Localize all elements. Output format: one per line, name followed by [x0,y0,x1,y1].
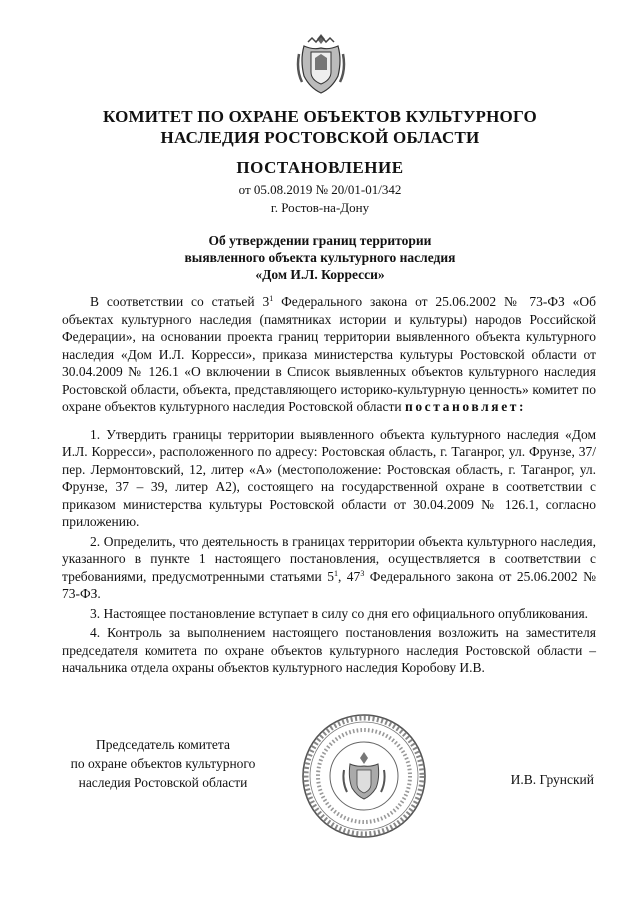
title-line-1: Об утверждении границ территории [208,233,432,248]
item-2-text-a: 2. Определить, что деятельность в границах территории объекта культурного наследия, указанного в пункте 1 настоящего постановления, осуществляется в соответствии с требованиями, предусмотренными статьями 5 [62,533,596,584]
document-type: ПОСТАНОВЛЕНИЕ [236,158,404,177]
decree-word: постановляет: [404,399,527,414]
title-line-2: выявленного объекта культурного наследия [184,250,456,265]
item-2-text-b: , 47 [337,568,361,584]
coat-of-arms-icon [296,30,346,96]
org-line-1: КОМИТЕТ ПО ОХРАНЕ ОБЪЕКТОВ КУЛЬТУРНОГО [103,107,537,126]
position-line-3: наследия Ростовской области [78,775,248,790]
item-2 [62,533,596,603]
item-2-text-c: Федерального закона от 25.06.2002 № 73-ФЗ. [62,568,596,601]
signatory-position [48,735,278,792]
title-line-3: «Дом И.Л. Корресси» [255,267,385,282]
organization-name [0,106,640,148]
city: г. Ростов-на-Дону [270,200,370,215]
org-line-2: НАСЛЕДИЯ РОСТОВСКОЙ ОБЛАСТИ [160,128,480,147]
item-3: 3. Настоящее постановление вступает в силу со дня его официального опубликования. [90,605,589,621]
position-line-2: по охране объектов культурного [70,756,256,771]
preamble-superscript: 1 [269,294,274,303]
document-title [0,232,640,283]
document-body [62,293,596,677]
item-2-sup-1: 1 [333,568,338,578]
item-1: 1. Утвердить границы территории выявленного объекта культурного наследия «Дом И.Л. Корресси», расположенного по адресу: Ростовская область, г. Таганрог, ул. Фрунзе, 37/ пер. Лермонтовский, 12, литер «А» (местоположение: Ростовская область, г. Таганрог, ул. Фрунзе, 37 – 39, литер А2), состоящего на государственной охране в соответствии с приказом министерства культуры Ростовской области от 30.04.2009 № 126.1, согласно приложению. [62,426,596,529]
signatory-name: И.В. Грунский [510,772,594,787]
date-number: от 05.08.2019 № 20/01-01/342 [238,182,402,197]
item-2-sup-2: 3 [360,568,365,578]
official-seal-icon [300,712,428,840]
preamble-text-a: В соответствии со статьей 3 [90,294,270,309]
preamble-text-b: Федерального закона от 25.06.2002 № 73-ФЗ «Об объектах культурного наследия (памятниках истории и культуры) народов Российской Федерации», на основании проекта границ территории выявленного объекта культурного наследия «Дом И.Л. Корресси», приказа министерства культуры Ростовской области от 30.04.2009 № 126.1 «О включении в Список выявленных объектов культурного наследия Ростовской области, объекта, представляющего историко-культурную ценность» комитет по охране объектов культурного наследия Ростовской области [62,294,596,414]
item-4: 4. Контроль за выполнением настоящего постановления возложить на заместителя председателя комитета по охране объектов культурного наследия Ростовской области – начальника отдела охраны объектов культурного наследия Коробову И.В. [62,625,596,675]
preamble-paragraph [62,293,596,416]
position-line-1: Председатель комитета [96,737,230,752]
